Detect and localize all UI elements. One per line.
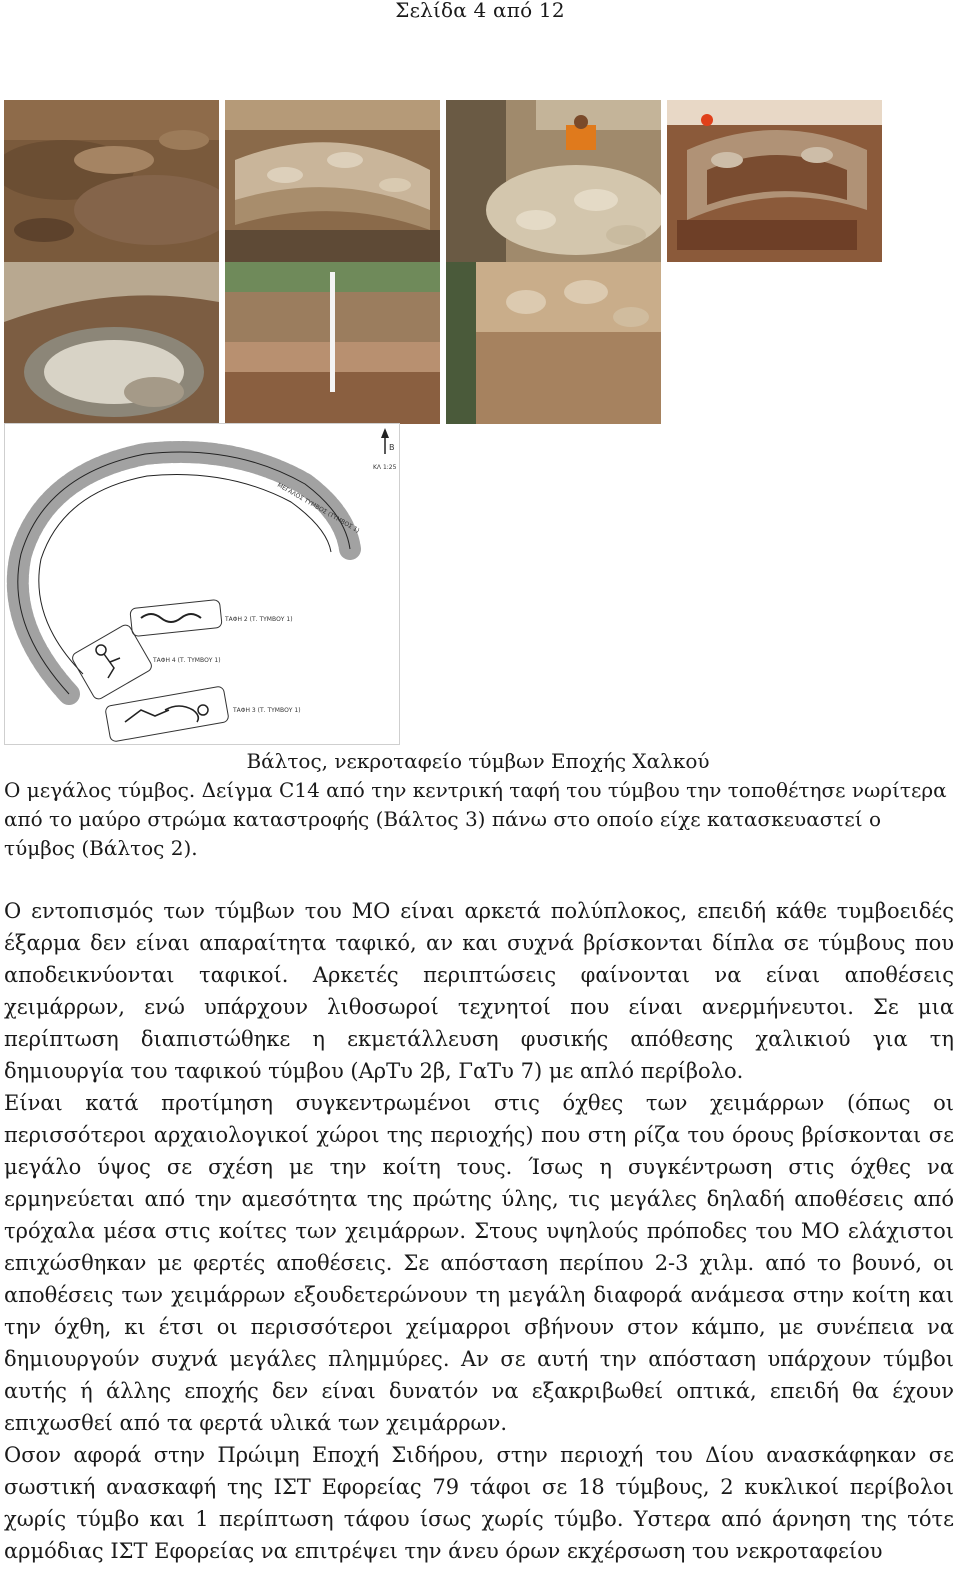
grave-2-label: ΤΑΦΗ 2 (Τ. ΤΥΜΒΟΥ 1) [225,616,293,623]
grave-3-label: ΤΑΦΗ 3 (Τ. ΤΥΜΒΟΥ 1) [233,707,301,714]
north-label: Β [389,443,395,452]
grave-4 [70,623,153,701]
photo-3 [446,100,661,262]
caption-text: Ο μεγάλος τύμβος. Δείγμα C14 από την κεντρική ταφή του τύμβου την τοποθέτησε νωρίτερα από το μαύρο στρώμα καταστροφής (Βάλτος 3) πάνω στο οποίο είχε κατασκευαστεί ο τύμβος (Βάλτος 2). [4,778,947,860]
paragraph-2: Είναι κατά προτίμηση συγκεντρωμένοι στις όχθες των χειμάρρων (όπως οι περισσότεροι αρχαιολογικοί χώροι της περιοχής) που στη ρίζα του όρους βρίσκονται σε μεγάλο ύψος σε σχέση με την κοίτη τους. Ίσως η συγκέντρωση στις όχθες να ερμηνεύεται από την αμεσότητα της πρώτης ύλης, τις μεγάλες δηλαδή αποθέσεις από τρόχαλα μέσα στις κοίτες των χειμάρρων. Στους υψηλούς πρόποδες του ΜΟ ελάχιστοι επιχώσθηκαν με φερτές αποθέσεις. Σε απόσταση περίπου 2-3 χιλμ. από το βουνό, οι αποθέσεις των χειμάρρων εξουδετερώνουν τη μεγάλη διαφορά ανάμεσα στην κοίτη και την όχθη, κι έτσι οι περισσότεροι χείμαρροι σβήνουν στον κάμπο, με συνέπεια να δημιουργούν συχνά μεγάλες πλημμύρες. Αν σε αυτή την απόσταση υπάρχουν τύμβοι αυτής ή άλλης εποχής δεν είναι δυνατόν να εξακριβωθεί οπτικά, επειδή θα έχουν επιχωσθεί από τα φερτά υλικά των χειμάρρων. [4,1091,954,1435]
photo-2 [225,100,440,262]
north-arrow-icon [381,428,389,454]
grave-2 [130,599,222,636]
paragraph-1: Ο εντοπισμός των τύμβων του ΜΟ είναι αρκετά πολύπλοκος, επειδή κάθε τυμβοειδές έξαρμα δεν είναι απαραίτητα ταφικό, αν και συχνά βρίσκονται δίπλα σε τύμβους που αποδεικνύονται ταφικοί. Αρκετές περιπτώσεις φαίνονται να είναι αποθέσεις χειμάρρων, ενώ υπάρχουν λιθοσωροί τεχνητοί που είναι ανερμήνευτοι. Σε μια περίπτωση διαπιστώθηκε η εκμετάλλευση φυσικής απόθεσης χαλικιού για τη δημιουργία του ταφικού τύμβου (ΑρΤυ 2β, ΓαΤυ 7) με απλό περίβολο. [4,899,954,1083]
grave-3 [105,686,229,742]
page-number-label: Σελίδα 4 από 12 [395,0,565,22]
caption-title: Βάλτος, νεκροταφείο τύμβων Εποχής Χαλκού [246,749,710,773]
page-header [0,0,960,22]
excavation-plan [4,423,400,745]
figure-caption [4,747,952,863]
scale-label: ΚΛ 1:25 [373,464,397,471]
photo-6 [225,262,440,424]
grave-4-label: ΤΑΦΗ 4 (Τ. ΤΥΜΒΟΥ 1) [153,657,221,664]
tumulus-label: ΜΕΓΑΛΟΣ ΤΥΜΒΟΣ (ΤΥΜΒΟΣ 1) [276,481,361,535]
photo-7 [446,262,661,424]
body-text [4,895,954,1567]
photo-5 [4,262,219,424]
photo-1 [4,100,219,262]
photo-4 [667,100,882,262]
paragraph-3: Οσον αφορά στην Πρώιμη Εποχή Σιδήρου, στην περιοχή του Δίου ανασκάφηκαν σε σωστική ανασκαφή της ΙΣΤ Εφορείας 79 τάφοι σε 18 τύμβους, 2 κυκλικοί περίβολοι χωρίς τύμβο και 1 περίπτωση τάφου ίσως χωρίς τύμβο. Υστερα από άρνηση της τότε αρμόδιας ΙΣΤ Εφορείας να επιτρέψει την άνευ όρων εκχέρσωση του νεκροταφείου [4,1443,954,1563]
